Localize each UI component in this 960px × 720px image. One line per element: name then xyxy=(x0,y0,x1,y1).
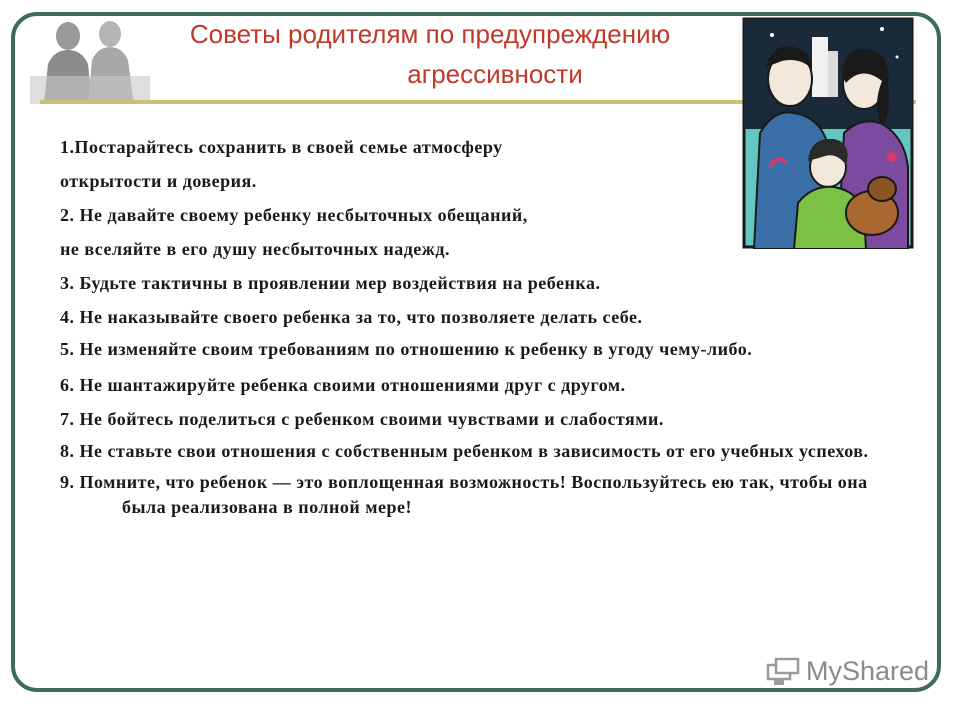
myshared-logo-icon xyxy=(766,655,802,687)
title-line-2: агрессивности xyxy=(407,59,583,89)
title-line-1: Советы родителям по предупреждению xyxy=(189,19,671,49)
tip-line: открытости и доверия. xyxy=(60,171,257,191)
tips-list xyxy=(60,130,890,526)
myshared-watermark xyxy=(766,655,929,687)
tip-line: 8. Не ставьте свои отношения с собственным ребенком в зависимость от его учебных успехов. xyxy=(60,441,869,461)
tip-line: 6. Не шантажируйте ребенка своими отношениями друг с другом. xyxy=(60,375,626,395)
tip-line: 5. Не изменяйте своим требованиям по отношению к ребенку в угоду чему-либо. xyxy=(60,339,753,359)
tip-line: 7. Не бойтесь поделиться с ребенком своими чувствами и слабостями. xyxy=(60,409,664,429)
tip-line: 1.Постарайтесь сохранить в своей семье атмосферу xyxy=(60,137,503,157)
slide-title xyxy=(120,14,740,94)
tip-line: 4. Не наказывайте своего ребенка за то, что позволяете делать себе. xyxy=(60,307,643,327)
tip-line: не вселяйте в его душу несбыточных надежд. xyxy=(60,239,450,259)
myshared-label: MyShared xyxy=(806,655,930,686)
tip-line: 9. Помните, что ребенок — это воплощенная возможность! Воспользуйтесь ею так, чтобы она была реализована в полной мере! xyxy=(60,472,868,517)
tip-line: 2. Не давайте своему ребенку несбыточных обещаний, xyxy=(60,205,528,225)
tip-line: 3. Будьте тактичны в проявлении мер воздействия на ребенка. xyxy=(60,273,601,293)
